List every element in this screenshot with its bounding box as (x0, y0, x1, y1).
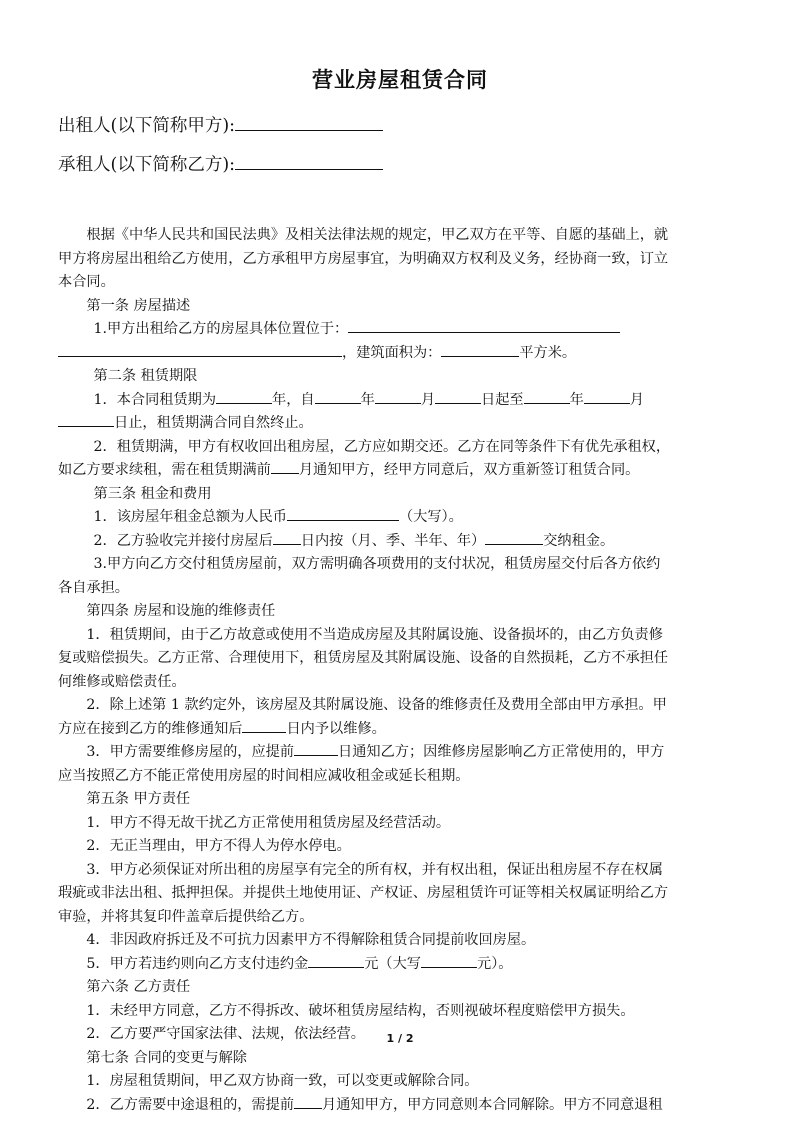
line-text: 本合同。 (58, 274, 115, 290)
line-text: 日内按（月、季、半年、年） (300, 532, 486, 549)
line-text: 月通知甲方，甲方同意则本合同解除。甲方不同意退租 (322, 1096, 663, 1113)
fill-in-blank (242, 718, 286, 733)
line-art5-4 (58, 929, 744, 953)
fill-in-blank (584, 389, 630, 404)
contract-body (58, 224, 744, 1117)
line-art4-3a (58, 741, 744, 765)
line-text: 元）。 (477, 955, 513, 972)
line-text: 瑕疵或非法出租、抵押担保。并提供土地使用证、产权证、房屋租赁许可证等相关权属证明给乙方 (58, 885, 669, 901)
line-art5-5 (58, 953, 744, 977)
line-text: （大写）。 (398, 509, 463, 525)
line-text: 复或赔偿损失。乙方正常、合理使用下，租赁房屋及其附属设施、设备的自然损耗，乙方不承担任 (58, 650, 669, 666)
line-art2-1a (58, 389, 744, 413)
line-text: 2．乙方验收完并接付房屋后 (93, 532, 273, 549)
line-text: 根据《中华人民共和国民法典》及相关法律法规的规定，甲乙双方在平等、自愿的基础上，就 (86, 227, 669, 243)
line-text: 2．无正当理由，甲方不得人为停水停电。 (86, 838, 351, 854)
line-text: 第六条 乙方责任 (86, 979, 191, 995)
fill-in-blank (58, 342, 342, 357)
line-text: 1．租赁期间，由于乙方故意或使用不当造成房屋及其附属设施、设备损坏的，由乙方负责修 (86, 626, 663, 643)
line-art7-heading (58, 1047, 744, 1071)
line-text: 日起至 (481, 391, 524, 408)
lessor-blank (235, 116, 383, 131)
line-art3-3b (58, 577, 744, 601)
fill-in-blank (294, 1094, 322, 1109)
line-art2-2a (58, 436, 744, 460)
line-text: 第三条 租金和费用 (93, 485, 212, 502)
line-text: 年，自 (272, 391, 315, 408)
line-text: 如乙方要求续租，需在租赁期满前 (58, 462, 271, 478)
line-art3-2 (58, 530, 744, 554)
line-art7-2 (58, 1094, 744, 1118)
line-intro-2 (58, 248, 744, 272)
line-text: 2．除上述第 1 款约定外，该房屋及其附属设施、设备的维修责任及费用全部由甲方承担。甲 (86, 697, 667, 713)
fill-in-blank (273, 530, 301, 545)
line-text: 平方米。 (519, 344, 577, 361)
line-art4-2b (58, 718, 744, 742)
line-text: 1．甲方不得无故干扰乙方正常使用租赁房屋及经营活动。 (86, 814, 451, 831)
line-art7-1 (58, 1070, 744, 1094)
line-text: 2．乙方需要中途退租的，需提前 (86, 1096, 295, 1113)
fill-in-blank (524, 389, 570, 404)
fill-in-blank (58, 412, 114, 427)
fill-in-blank (308, 953, 364, 968)
line-art4-3b (58, 765, 744, 789)
line-art4-1a (58, 624, 744, 648)
fill-in-blank (216, 389, 272, 404)
line-art4-2a (58, 694, 744, 718)
line-text: 1．房屋租赁期间，甲乙双方协商一致，可以变更或解除合同。 (86, 1073, 479, 1089)
line-text: 第一条 房屋描述 (86, 297, 191, 314)
line-text: 月 (420, 391, 436, 408)
line-intro-3 (58, 271, 744, 295)
fill-in-blank (435, 389, 481, 404)
fill-in-blank (315, 389, 361, 404)
line-text: 1．本合同租赁期为 (93, 391, 217, 408)
line-text: 元（大写 (364, 955, 421, 972)
line-art5-3a (58, 859, 744, 883)
line-art1-1a (58, 318, 744, 342)
line-text: 日止，租赁期满合同自然终止。 (114, 415, 313, 431)
line-text: 1．未经甲方同意，乙方不得拆改、破坏租赁房屋结构，否则视破坏程度赔偿甲方损失。 (86, 1002, 635, 1019)
fill-in-blank (271, 459, 299, 474)
fill-in-blank (287, 506, 399, 521)
line-art4-1c (58, 671, 744, 695)
line-text: 年 (360, 391, 375, 408)
line-text: 年 (569, 391, 584, 408)
line-art2-1b (58, 412, 744, 436)
line-text: 第四条 房屋和设施的维修责任 (86, 603, 276, 619)
line-art4-heading (58, 600, 744, 624)
lessor-line (58, 112, 383, 137)
fill-in-blank (485, 530, 543, 545)
line-text: 月 (629, 391, 644, 408)
line-text: 何维修或赔偿责任。 (58, 673, 186, 690)
line-art5-3c (58, 906, 744, 930)
lessor-label: 出租人(以下简称甲方): (58, 116, 236, 136)
line-text: 3．甲方必须保证对所出租的房屋享有完全的所有权，并有权出租，保证出租房屋不存在权属 (86, 861, 663, 878)
fill-in-blank (348, 318, 620, 333)
page-title: 营业房屋租赁合同 (312, 68, 488, 92)
line-art5-3b (58, 882, 744, 906)
fill-in-blank (441, 342, 519, 357)
line-art6-1 (58, 1000, 744, 1024)
line-text: 审验，并将其复印件盖章后提供给乙方。 (58, 908, 314, 925)
lessee-blank (235, 155, 383, 170)
line-art3-heading (58, 483, 744, 507)
line-text: 4．非因政府拆迁及不可抗力因素甲方不得解除租赁合同提前收回房屋。 (86, 932, 536, 948)
lessee-line (58, 151, 383, 176)
line-intro-1 (58, 224, 744, 248)
line-art2-heading (58, 365, 744, 389)
line-text: 各自承担。 (58, 579, 129, 596)
line-text: 1.甲方出租给乙方的房屋具体位置位于： (93, 321, 349, 337)
fill-in-blank (421, 953, 477, 968)
line-text: 月通知甲方，经甲方同意后，双方重新签订租赁合同。 (298, 462, 640, 478)
line-text: 第七条 合同的变更与解除 (86, 1049, 247, 1066)
line-text: 5．甲方若违约则向乙方支付违约金 (86, 955, 309, 972)
line-text: 1．该房屋年租金总额为人民币 (93, 509, 287, 525)
line-art5-2 (58, 835, 744, 859)
lessee-label: 承租人(以下简称乙方): (58, 155, 236, 175)
fill-in-blank (294, 741, 338, 756)
line-art3-3a (58, 553, 744, 577)
line-art1-1b (58, 342, 744, 366)
line-art5-1 (58, 812, 744, 836)
fill-in-blank (375, 389, 421, 404)
line-text: 2．租赁期满，甲方有权收回出租房屋，乙方应如期交还。乙方在同等条件下有优先承租权， (93, 438, 671, 455)
line-art1-heading (58, 295, 744, 319)
page-number: 1 / 2 (386, 1032, 414, 1045)
line-art5-heading (58, 788, 744, 812)
line-text: 2．乙方要严守国家法律、法规，依法经营。 (86, 1026, 365, 1042)
line-text: 3.甲方向乙方交付租赁房屋前，双方需明确各项费用的支付状况，租赁房屋交付后各方依约 (93, 556, 661, 572)
line-art3-1 (58, 506, 744, 530)
line-text: 甲方将房屋出租给乙方使用，乙方承租甲方房屋事宜，为明确双方权利及义务，经协商一致，订立 (58, 250, 669, 267)
line-text: ，建筑面积为： (342, 344, 442, 361)
line-text: 日通知乙方；因维修房屋影响乙方正常使用的，甲方 (338, 744, 665, 760)
line-art2-2b (58, 459, 744, 483)
line-art6-heading (58, 976, 744, 1000)
line-text: 3．甲方需要维修房屋的，应提前 (86, 744, 295, 760)
line-text: 方应在接到乙方的维修通知后 (58, 720, 243, 737)
line-text: 应当按照乙方不能正常使用房屋的时间相应减收租金或延长租期。 (58, 767, 470, 784)
line-text: 日内予以维修。 (286, 720, 386, 737)
line-art4-1b (58, 647, 744, 671)
line-text: 第五条 甲方责任 (86, 791, 191, 807)
line-text: 交纳租金。 (543, 532, 615, 549)
line-text: 第二条 租赁期限 (93, 368, 198, 384)
